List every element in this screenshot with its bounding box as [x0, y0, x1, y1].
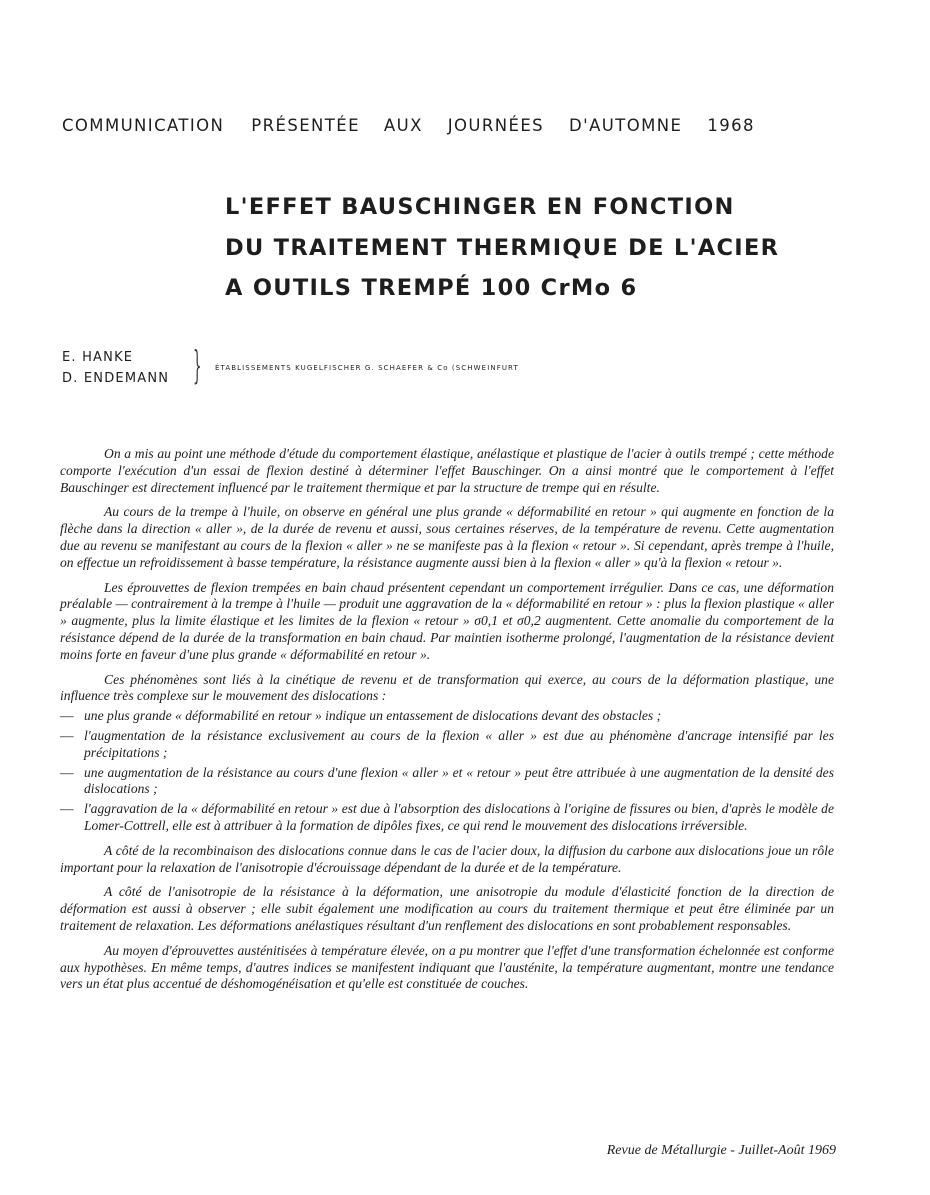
abstract-body — [60, 446, 834, 1001]
abstract-paragraph: Les éprouvettes de flexion trempées en bain chaud présentent cependant un comportement irrégulier. Dans ce cas, une déformation préalable — contrairement à la trempe à l'huile — produit une aggravation de la « déformabilité en retour » : plus la flexion plastique « aller » augmente, plus la limite élastique et les limites de la flexion « retour » σ0,1 et σ0,2 augmentent. Cette anomalie du comportement de la résistance dépend de la durée de la transformation en bain chaud. Par maintien isotherme prolongé, l'augmentation de la résistance devient moins forte en faveur d'une plus grande « déformabilité en retour ». — [60, 579, 834, 662]
title-line: DU TRAITEMENT THERMIQUE DE L'ACIER — [225, 234, 780, 261]
list-item — [60, 728, 834, 762]
abstract-paragraph: A côté de la recombinaison des dislocations connue dans le cas de l'acier doux, la diffusion du carbone aux dislocations joue un rôle important pour la relaxation de l'anisotropie d'écrouissage dépendant de la durée et de la température. — [60, 842, 834, 875]
list-item — [60, 765, 834, 799]
communication-header — [62, 116, 838, 135]
brace-glyph: } — [193, 343, 202, 387]
list-item-text: une augmentation de la résistance au cours d'une flexion « aller » et « retour » peut être attribuée à une augmentation de la densité des dislocations ; — [84, 764, 834, 797]
author-list — [62, 347, 169, 389]
list-item-text: l'augmentation de la résistance exclusivement au cours de la flexion « aller » est due au phénomène d'ancrage intensifié par les précipitations ; — [84, 727, 834, 760]
dash-marker: — — [60, 708, 74, 724]
dash-marker: — — [60, 801, 74, 817]
dash-marker: — — [60, 727, 74, 743]
list-item-text: une plus grande « déformabilité en retour » indique un entassement de dislocations devant des obstacles ; — [84, 708, 662, 724]
abstract-paragraph: Au moyen d'éprouvettes austénitisées à température élevée, on a pu montrer que l'effet d'une transformation échelonnée est conforme aux hypothèses. En même temps, d'autres indices se manifestent indiquant que l'austénite, la température augmentant, montre une tendance vers un état plus accentué de déshomogénéisation et qu'elle est constituée de couches. — [60, 942, 834, 992]
list-item-text: l'aggravation de la « déformabilité en retour » est due à l'absorption des dislocations à l'origine de fissures ou bien, d'après le modèle de Lomer-Cottrell, elle est à attribuer à la formation de dipôles fixes, ce qui rend le mouvement des dislocations irréversible. — [84, 801, 834, 833]
mechanism-list — [60, 708, 834, 835]
abstract-paragraph: On a mis au point une méthode d'étude du comportement élastique, anélastique et plastique de l'acier à outils trempé ; cette méthode comporte l'exécution d'un essai de flexion destiné à déterminer l'effet Bauschinger. On a ainsi montré que le comportement à l'effet Bauschinger est directement influencé par le traitement thermique et par la structure de trempe qui en résulte. — [60, 446, 834, 495]
journal-footer: Revue de Métallurgie - Juillet-Août 1969 — [606, 1143, 836, 1158]
list-item — [60, 801, 834, 835]
abstract-paragraph: A côté de l'anisotropie de la résistance à la déformation, une anisotropie du module d'élasticité fonction de la direction de déformation est aussi à observer ; elle subit également une modification au cours du traitement thermique et peut être éliminée par un traitement de relaxation. Les déformations anélastiques résultant d'un renflement des dislocations en sont probablement responsables. — [60, 884, 834, 933]
list-item — [60, 708, 834, 725]
title-line: A OUTILS TREMPÉ 100 CrMo 6 — [225, 275, 638, 301]
header-word: JOURNÉES — [447, 116, 545, 135]
header-word: 1968 — [707, 116, 755, 135]
author-name: D. ENDEMANN — [62, 371, 170, 386]
paper-title — [225, 187, 845, 309]
header-word: D'AUTOMNE — [569, 116, 683, 135]
header-word: AUX — [383, 116, 423, 135]
affiliation: ÉTABLISSEMENTS KUGELFISCHER G. SCHAEFER & Co (SCHWEINFURT — [215, 364, 519, 372]
header-word: PRÉSENTÉE — [251, 116, 360, 135]
title-line: L'EFFET BAUSCHINGER EN FONCTION — [225, 194, 735, 220]
abstract-paragraph: Au cours de la trempe à l'huile, on observe en général une plus grande « déformabilité en retour » qui augmente en fonction de la flèche dans la direction « aller », de la durée de revenu et aussi, sous certaines réserves, de la température de revenu. Cette augmentation due au revenu se manifestant au cours de la flexion « aller » ne se manifeste pas à la flexion « retour ». Si cependant, après trempe à l'huile, on effectue un refroidissement à basse température, la résistance augmente aussi bien à la flexion « aller » qu'à la flexion « retour ». — [60, 504, 834, 570]
dash-marker: — — [60, 764, 74, 780]
header-word: COMMUNICATION — [62, 116, 225, 135]
abstract-paragraph: Ces phénomènes sont liés à la cinétique de revenu et de transformation qui exerce, au cours de la déformation plastique, une influence très complexe sur le mouvement des dislocations : — [60, 671, 834, 704]
author-name: E. HANKE — [62, 350, 134, 365]
